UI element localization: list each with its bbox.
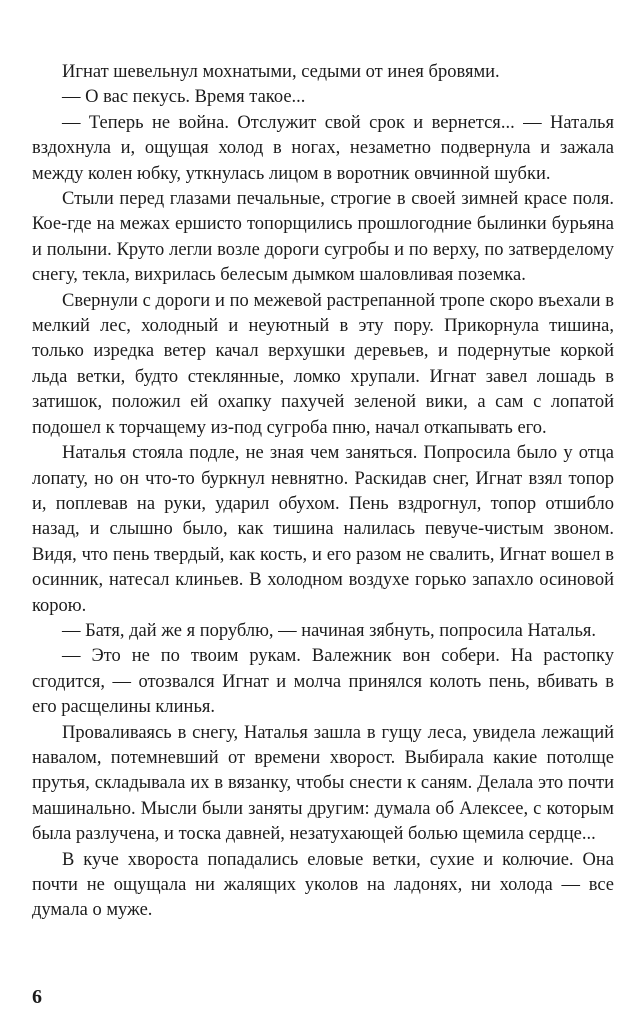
paragraph-6: Наталья стояла подле, не зная чем заняться. Попросила было у отца лопату, но он что-то буркнул невнятно. Раскидав снег, Игнат взял топор и, поплевав на руки, ударил обухом. Пень вздрогнул, топор отшибло назад, и слышно было, как тишина налилась певуче-чистым звоном. Видя, что пень твердый, как кость, и его разом не свалить, Игнат вошел в осинник, натесал клиньев. В холодном воздухе горько запахло осиновой корою. [32, 443, 614, 616]
paragraph-2: — О вас пекусь. Время такое... [62, 87, 306, 108]
paragraph-9: Проваливаясь в снегу, Наталья зашла в гущу леса, увидела лежащий навалом, потемневший от времени хворост. Выбирала какие потолще прутья, складывала их в вязанку, чтобы снести к саням. Делала это почти машинально. Мысли были заняты другим: думала об Алексее, с которым была разлучена, и тоска давней, незатухающей болью щемила сердце... [32, 722, 614, 845]
paragraph-10: В куче хвороста попадались еловые ветки, сухие и колючие. Она почти не ощущала ни жалящих уколов на ладонях, ни холода — все думала о муже. [32, 849, 614, 921]
paragraph-8: — Это не по твоим рукам. Валежник вон собери. На растопку сгодится, — отозвался Игнат и молча принялся колоть пень, вбивать в его расщелины клинья. [32, 646, 614, 718]
paragraph-7: — Батя, дай же я порублю, — начиная зябнуть, попросила Наталья. [62, 620, 597, 641]
paragraph-1: Игнат шевельнул мохнатыми, седыми от инея бровями. [62, 62, 500, 82]
page-body [32, 60, 614, 924]
paragraph-3: — Теперь не война. Отслужит свой срок и вернется... — Наталья вздохнула и, ощущая холод в ногах, незаметно подвернула и зажала между колен юбку, уткнулась лицом в воротник овчинной шубки. [32, 112, 614, 184]
paragraph-4: Стыли перед глазами печальные, строгие в своей зимней красе поля. Кое-где на межах ершисто топорщились прошлогодние былинки бурьяна и полыни. Круто легли возле дороги сугробы и по верху, по затверделому снегу, текла, вихрилась белесым дымком шаловливая поземка. [32, 189, 614, 286]
paragraph-5: Свернули с дороги и по межевой растрепанной тропе скоро въехали в мелкий лес, холодный и неуютный в эту пору. Прикорнула тишина, только изредка ветер качал верхушки деревьев, и подернутые коркой льда ветки, будто стеклянные, ломко хрупали. Игнат завел лошадь в затишок, положил ей охапку пахучей зеленой вики, а сам с лопатой подошел к торчащему из-под сугроба пню, начал откапывать его. [32, 290, 614, 438]
page-number: 6 [32, 986, 42, 1008]
